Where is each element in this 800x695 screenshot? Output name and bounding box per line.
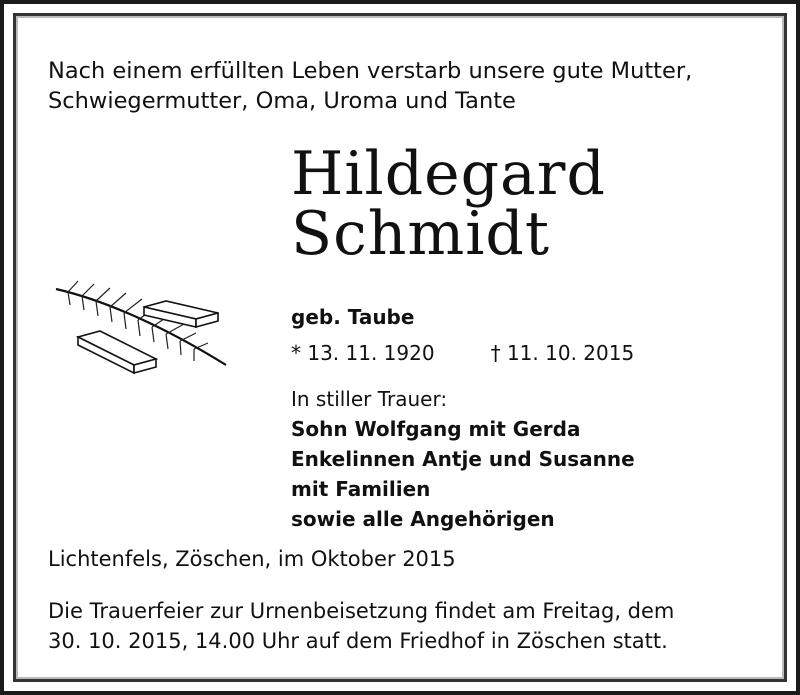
place-and-date: Lichtenfels, Zöschen, im Oktober 2015 (48, 547, 456, 571)
service-info (48, 596, 674, 656)
service-line-1: Die Trauerfeier zur Urnenbeisetzung findet am Freitag, dem (48, 599, 675, 623)
last-name: Schmidt (291, 199, 550, 269)
intro-line-1: Nach einem erfüllten Leben verstarb unsere gute Mutter, (48, 58, 693, 84)
life-dates (291, 341, 634, 365)
birth-date: * 13. 11. 1920 (291, 341, 435, 365)
intro-line-2: Schwiegermutter, Oma, Uroma und Tante (48, 88, 516, 114)
mourner-line: Enkelinnen Antje und Susanne (291, 447, 635, 471)
mourners-block (291, 384, 635, 534)
mourners-heading: In stiller Trauer: (291, 387, 448, 411)
first-name: Hildegard (291, 139, 606, 209)
mourner-line: sowie alle Angehörigen (291, 507, 555, 531)
birth-name: geb. Taube (291, 305, 415, 329)
deceased-name (291, 139, 606, 269)
service-line-2: 30. 10. 2015, 14.00 Uhr auf dem Friedhof in Zöschen statt. (48, 629, 668, 653)
cross-with-palm-branch-icon (48, 279, 258, 379)
death-date: † 11. 10. 2015 (490, 341, 635, 365)
intro-text (48, 56, 692, 116)
mourner-line: mit Familien (291, 477, 431, 501)
mourner-line: Sohn Wolfgang mit Gerda (291, 417, 581, 441)
